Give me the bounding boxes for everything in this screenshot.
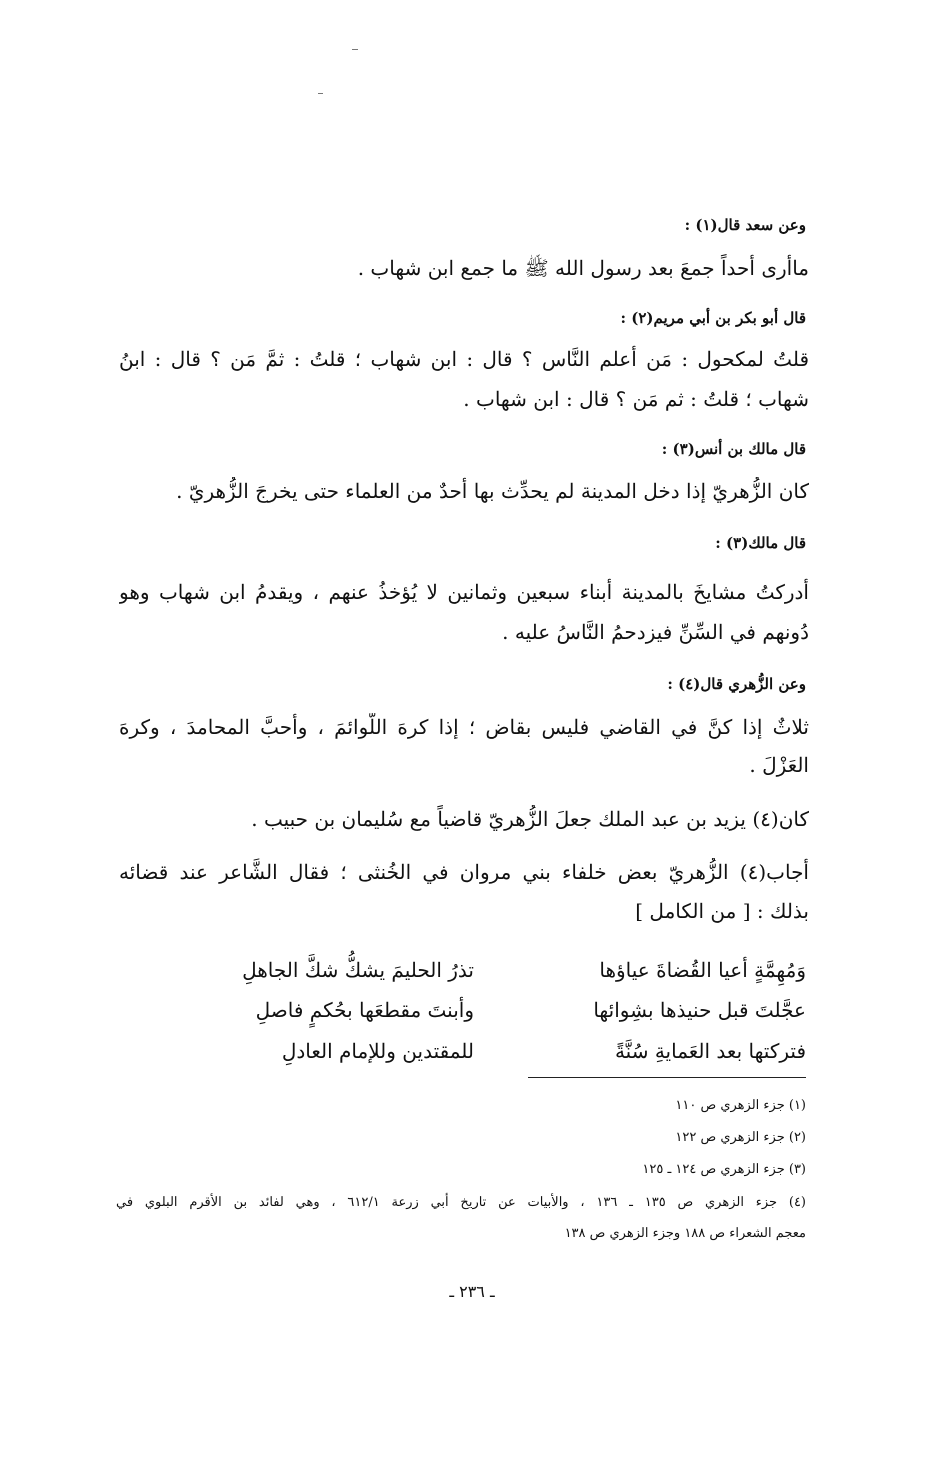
scan-speck (352, 49, 358, 50)
verse-hemistich-right: وَمُهِمَّةٍ أعيا القُضاةَ عياؤها (599, 958, 806, 982)
verse-hemistich-right: فتركتها بعد العَمايةِ سُنَّةً (614, 1039, 806, 1063)
footnote: (٢) جزء الزهري ص ١٢٢ (675, 1130, 806, 1145)
footnote: معجم الشعراء ص ١٨٨ وجزء الزهري ص ١٣٨ (564, 1226, 806, 1241)
section-heading: وعن سعد قال(١) : (684, 216, 806, 234)
verse-hemistich-left: وأبنتَ مقطعَها بحُكمٍ فاصلِ (255, 998, 474, 1022)
footnote-separator (528, 1077, 806, 1078)
body-line: شهاب ؛ قلتُ : ثم مَن ؟ قال : ابن شهاب . (463, 387, 809, 411)
section-heading: وعن الزُّهري قال(٤) : (667, 675, 806, 693)
section-heading: قال مالك بن أنس(٣) : (661, 440, 806, 458)
verse-hemistich-left: تذرُ الحليمَ يشكُّ شكَّ الجاهلِ (242, 958, 474, 982)
footnote: (١) جزء الزهري ص ١١٠ (675, 1098, 806, 1113)
body-line: أجاب(٤) الزُّهريّ بعض خلفاء بني مروان في الخُنثى ؛ فقال الشَّاعر عند قضائه (119, 860, 809, 884)
body-line: بذلك : [ من الكامل ] (635, 899, 809, 923)
body-line: كان الزُّهريّ إذا دخل المدينة لم يحدِّث بها أحدٌ من العلماء حتى يخرجَ الزُّهريّ . (176, 479, 809, 503)
verse-hemistich-right: عجَّلتَ قبل حنيذها بشِوائها (593, 998, 806, 1022)
body-line: كان(٤) يزيد بن عبد الملك جعلَ الزُّهريّ قاضياً مع سُليمان بن حبيب . (251, 807, 809, 831)
footnote: (٤) جزء الزهري ص ١٣٥ ـ ١٣٦ ، والأبيات عن تاريخ أبي زرعة ٦١٢/١ ، وهي لفائد بن الأقرم البلوي في (116, 1195, 806, 1210)
body-line: أدركتُ مشايخَ بالمدينة أبناء سبعين وثمانين لا يُؤخذُ عنهم ، ويقدمُ ابن شهاب وهو (119, 580, 809, 604)
body-line: ثلاثٌ إذا كنَّ في القاضي فليس بقاضٍ ؛ إذا كرهَ اللَّوائمَ ، وأحبَّ المحامدَ ، وكرهَ (119, 715, 809, 739)
scan-speck (318, 93, 323, 94)
section-heading: قال مالك(٣) : (715, 534, 806, 552)
body-line: العَزْلَ . (749, 753, 809, 777)
body-line: قلتُ لمكحول : مَن أعلم النَّاس ؟ قال : ابن شهاب ؛ قلتُ : ثمَّ مَن ؟ قال : ابنُ (119, 347, 809, 371)
verse-hemistich-left: للمقتدين وللإمام العادلِ (281, 1039, 474, 1063)
section-heading: قال أبو بكر بن أبي مريم(٢) : (620, 309, 806, 327)
body-line: دُونهم في السِّنِّ فيزدحمُ النَّاسُ عليه . (502, 620, 809, 644)
footnote: (٣) جزء الزهري ص ١٢٤ ـ ١٢٥ (642, 1162, 806, 1177)
page-number: ـ ٢٣٦ ـ (449, 1282, 495, 1301)
body-line: ماأرى أحداً جمعَ بعد رسول الله ﷺ ما جمع ابن شهاب . (357, 256, 809, 280)
